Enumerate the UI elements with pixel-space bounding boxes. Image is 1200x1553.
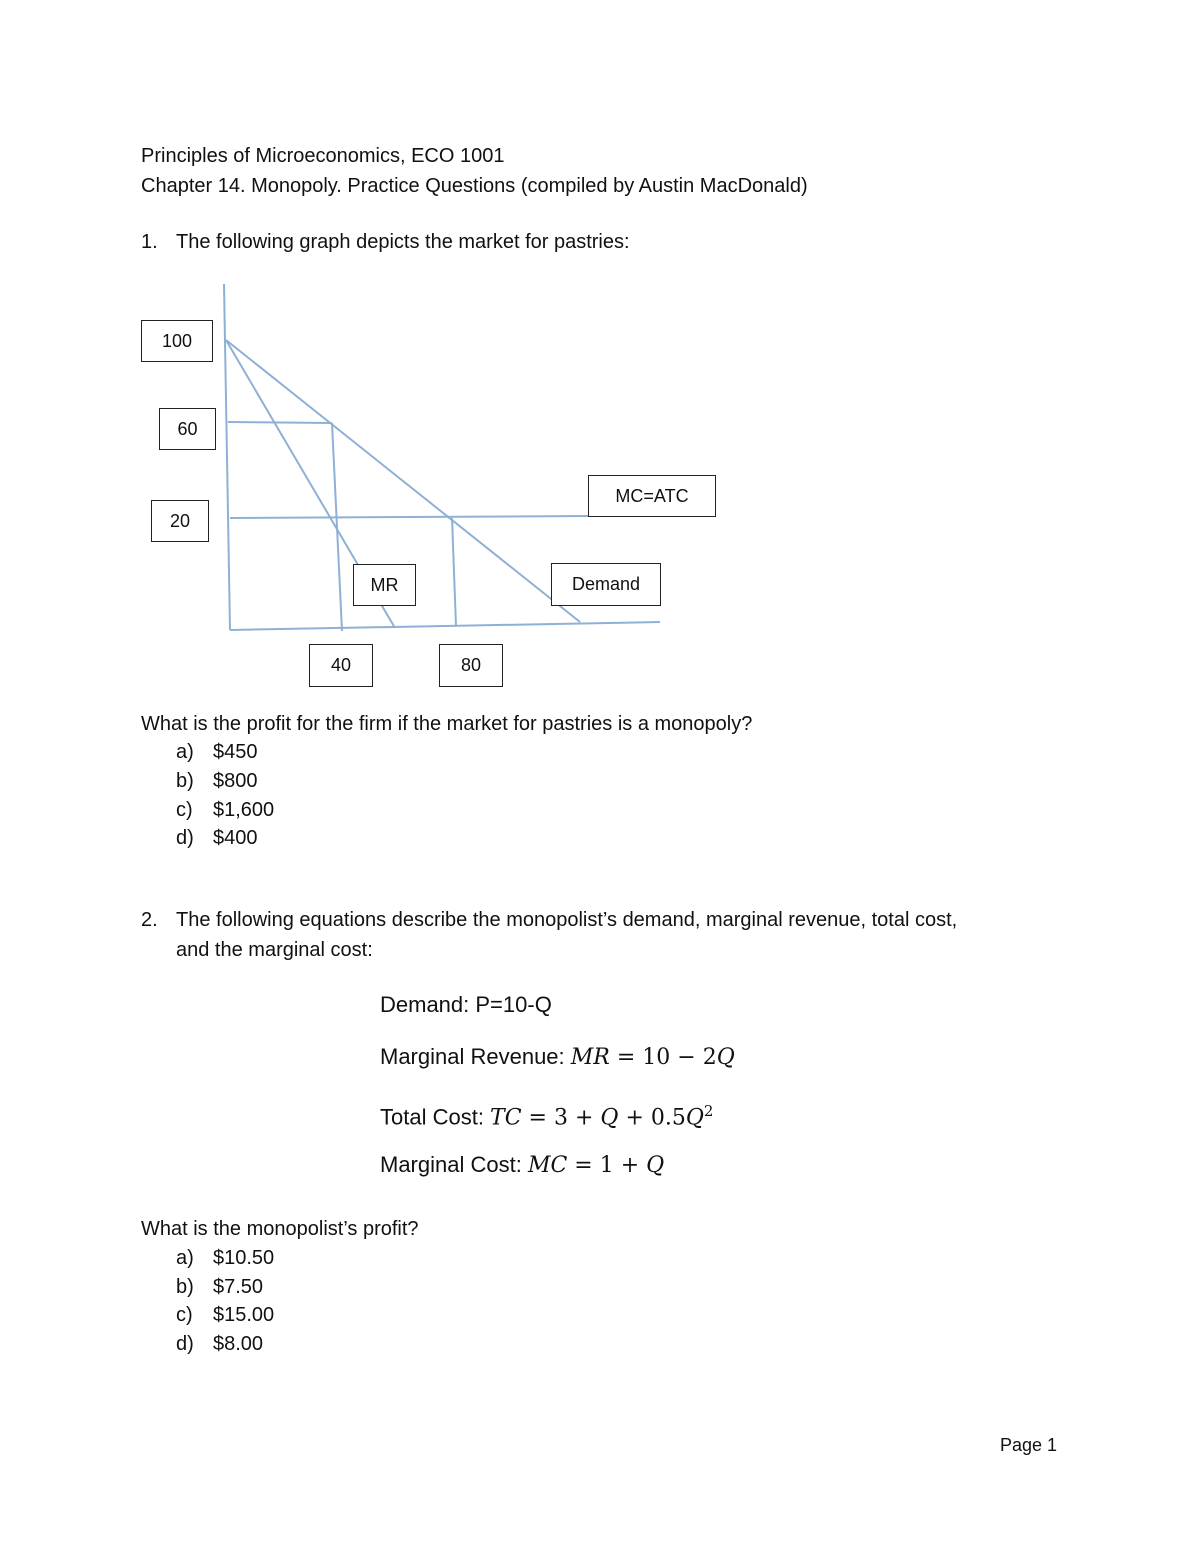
monopoly-price-line: [228, 422, 332, 423]
tc-q-symbol-2: Q: [685, 1105, 704, 1131]
q1-question: What is the profit for the firm if the market for pastries is a monopoly?: [141, 713, 753, 735]
q2-option-b-letter: b): [176, 1276, 194, 1298]
q1-number: 1.: [141, 231, 158, 253]
q2-option-c-text: $15.00: [213, 1304, 275, 1326]
mc-atc-label: MC=ATC: [588, 475, 716, 517]
monopoly-quantity-line: [332, 423, 342, 631]
tc-exponent: 2: [703, 1102, 714, 1120]
page-number: Page 1: [1000, 1435, 1058, 1455]
mr-rhs: = 10 − 2: [609, 1045, 717, 1070]
price-100-label: 100: [141, 320, 213, 362]
course-title: Principles of Microeconomics, ECO 1001: [141, 145, 505, 167]
mc-rhs: = 1 +: [567, 1153, 647, 1178]
q1-option-a-text: $450: [213, 741, 258, 763]
q1-option-d-text: $400: [213, 827, 258, 849]
q2-option-d-letter: d): [176, 1333, 194, 1355]
mc-equation-label: Marginal Cost:: [380, 1152, 528, 1177]
competitive-quantity-line: [452, 518, 456, 626]
mr-symbol: MR: [570, 1045, 610, 1070]
q1-option-c-text: $1,600: [213, 799, 275, 821]
q2-option-c-letter: c): [176, 1304, 193, 1326]
tc-rhs-1: = 3 +: [521, 1105, 601, 1131]
q1-option-d-letter: d): [176, 827, 194, 849]
mc-atc-line: [230, 516, 590, 518]
demand-label: Demand: [551, 563, 661, 606]
quantity-40-label: 40: [309, 644, 373, 687]
q2-option-d-text: $8.00: [213, 1333, 264, 1355]
price-60-label: 60: [159, 408, 216, 450]
demand-equation: Demand: P=10-Q: [380, 992, 552, 1017]
tc-equation-label: Total Cost:: [380, 1104, 491, 1130]
q2-option-a-letter: a): [176, 1247, 194, 1269]
q2-option-a-text: $10.50: [213, 1247, 275, 1269]
q1-option-a-letter: a): [176, 741, 194, 763]
q1-option-b-text: $800: [213, 770, 258, 792]
mc-symbol: MC: [527, 1153, 568, 1178]
q2-number: 2.: [141, 909, 158, 931]
quantity-80-label: 80: [439, 644, 503, 687]
q1-prompt: The following graph depicts the market for pastries:: [176, 231, 630, 253]
q2-prompt-line1: The following equations describe the monopolist’s demand, marginal revenue, total cost,: [176, 909, 958, 931]
tc-rhs-2: + 0.5: [618, 1105, 686, 1131]
q2-question: What is the monopolist’s profit?: [141, 1218, 419, 1240]
q1-option-c-letter: c): [176, 799, 193, 821]
q1-option-b-letter: b): [176, 770, 194, 792]
tc-q-symbol-1: Q: [600, 1105, 619, 1131]
mc-q-symbol: Q: [646, 1153, 665, 1178]
mr-equation: [380, 1044, 735, 1071]
price-20-label: 20: [151, 500, 209, 542]
tc-equation: [380, 1098, 713, 1131]
q2-option-b-text: $7.50: [213, 1276, 264, 1298]
price-axis: [224, 284, 230, 630]
mr-label: MR: [353, 564, 416, 606]
mr-equation-label: Marginal Revenue:: [380, 1044, 571, 1069]
chapter-title: Chapter 14. Monopoly. Practice Questions (compiled by Austin MacDonald): [141, 175, 808, 197]
mr-q-symbol: Q: [716, 1045, 735, 1070]
mc-equation: [380, 1152, 664, 1179]
tc-symbol: TC: [490, 1105, 522, 1131]
quantity-axis: [230, 622, 660, 630]
q2-prompt-line2: and the marginal cost:: [176, 939, 373, 961]
